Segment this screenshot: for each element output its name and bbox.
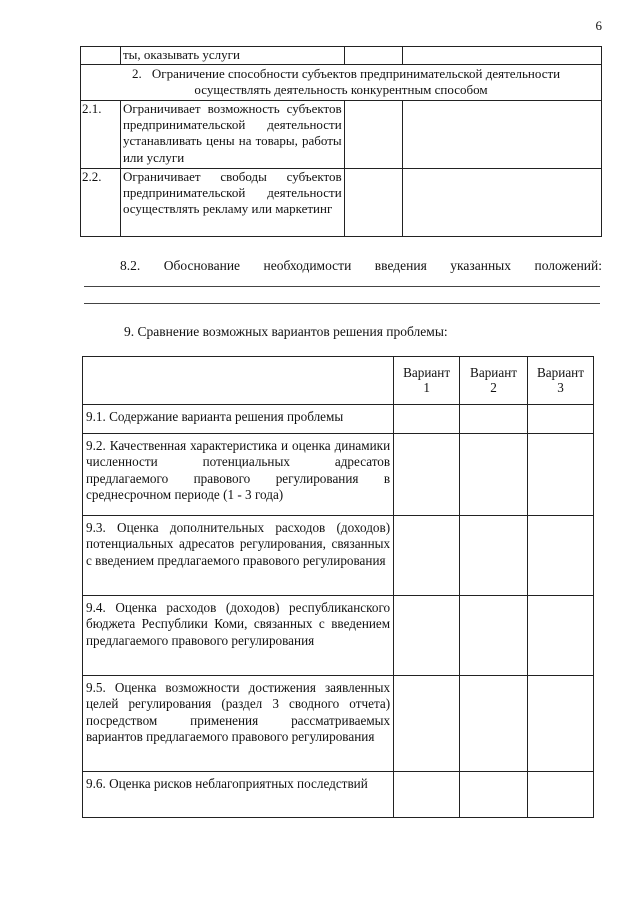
table-cell: ты, оказывать услуги — [120, 47, 344, 65]
table-row-section-2 — [81, 65, 602, 101]
row-number: 2.2. — [81, 169, 121, 237]
section-9-heading: 9. Сравнение возможных вариантов решения проблемы: — [124, 324, 448, 339]
table-row — [83, 405, 594, 434]
blank-line — [84, 286, 600, 287]
variant-label: Вариант — [537, 365, 584, 380]
variant-3-header — [528, 357, 594, 405]
table-cell — [460, 676, 528, 772]
table-cell — [402, 169, 601, 237]
table-cell — [460, 405, 528, 434]
table-cell — [344, 101, 402, 169]
table-cell — [81, 47, 121, 65]
row-text: Ограничивает свободы субъектов предпринимательской деятельности осуществлять рекламу или маркетинг — [120, 169, 344, 237]
table-cell — [402, 101, 601, 169]
variant-number: 3 — [557, 380, 564, 395]
table-row — [83, 516, 594, 596]
header-empty-cell — [83, 357, 394, 405]
table-row — [83, 772, 594, 818]
row-text: Ограничивает возможность субъектов предпринимательской деятельности устанавливать цены на товары, работы или услуги — [120, 101, 344, 169]
criterion-cell: 9.3. Оценка дополнительных расходов (доходов) потенциальных адресатов регулирования, связанных с введением предлагаемого правового регулирования — [83, 516, 394, 596]
variant-label: Вариант — [470, 365, 518, 380]
table-cell — [528, 596, 594, 676]
comparison-table — [82, 356, 594, 818]
table-cell — [394, 405, 460, 434]
variant-1-header — [394, 357, 460, 405]
table-cell — [460, 516, 528, 596]
criterion-cell: 9.4. Оценка расходов (доходов) республиканского бюджета Республики Коми, связанных с введением предлагаемого правового регулирования — [83, 596, 394, 676]
criterion-cell: 9.5. Оценка возможности достижения заявленных целей регулирования (раздел 3 сводного отчета) посредством применения рассматриваемых вариантов предлагаемого правового регулирования — [83, 676, 394, 772]
blank-line — [84, 303, 600, 304]
table-cell — [394, 516, 460, 596]
table-row — [81, 101, 602, 169]
table-row — [83, 676, 594, 772]
section-2-heading — [81, 65, 602, 101]
criterion-cell: 9.1. Содержание варианта решения проблемы — [83, 405, 394, 434]
table-cell — [402, 47, 601, 65]
table-row — [83, 596, 594, 676]
header-row — [83, 357, 594, 405]
table-row — [83, 434, 594, 516]
table-cell — [528, 405, 594, 434]
table-cell — [460, 772, 528, 818]
criterion-cell: 9.2. Качественная характеристика и оценка динамики численности потенциальных адресатов предлагаемого правового регулирования в среднесрочном периоде (1 - 3 года) — [83, 434, 394, 516]
table-row — [81, 47, 602, 65]
restrictions-table — [80, 46, 602, 237]
page-number: 6 — [595, 18, 602, 33]
table-cell — [528, 516, 594, 596]
variant-number: 2 — [490, 380, 497, 395]
table-cell — [528, 676, 594, 772]
section-2-number: 2. — [131, 66, 142, 81]
table-cell — [394, 676, 460, 772]
criterion-cell: 9.6. Оценка рисков неблагоприятных последствий — [83, 772, 394, 818]
section-8-2-heading: 8.2. Обоснование необходимости введения указанных положений: — [120, 258, 602, 273]
variant-number: 1 — [423, 380, 430, 395]
table-cell — [460, 434, 528, 516]
table-cell — [394, 434, 460, 516]
row-number: 2.1. — [81, 101, 121, 169]
variant-label: Вариант — [403, 365, 451, 380]
table-cell — [528, 772, 594, 818]
table-cell — [344, 47, 402, 65]
table-cell — [528, 434, 594, 516]
table-cell — [344, 169, 402, 237]
section-2-title: Ограничение способности субъектов предпринимательской деятельности осуществлять деятельность конкурентным способом — [151, 66, 561, 98]
table-cell — [460, 596, 528, 676]
table-cell — [394, 596, 460, 676]
table-row — [81, 169, 602, 237]
table-cell — [394, 772, 460, 818]
variant-2-header — [460, 357, 528, 405]
